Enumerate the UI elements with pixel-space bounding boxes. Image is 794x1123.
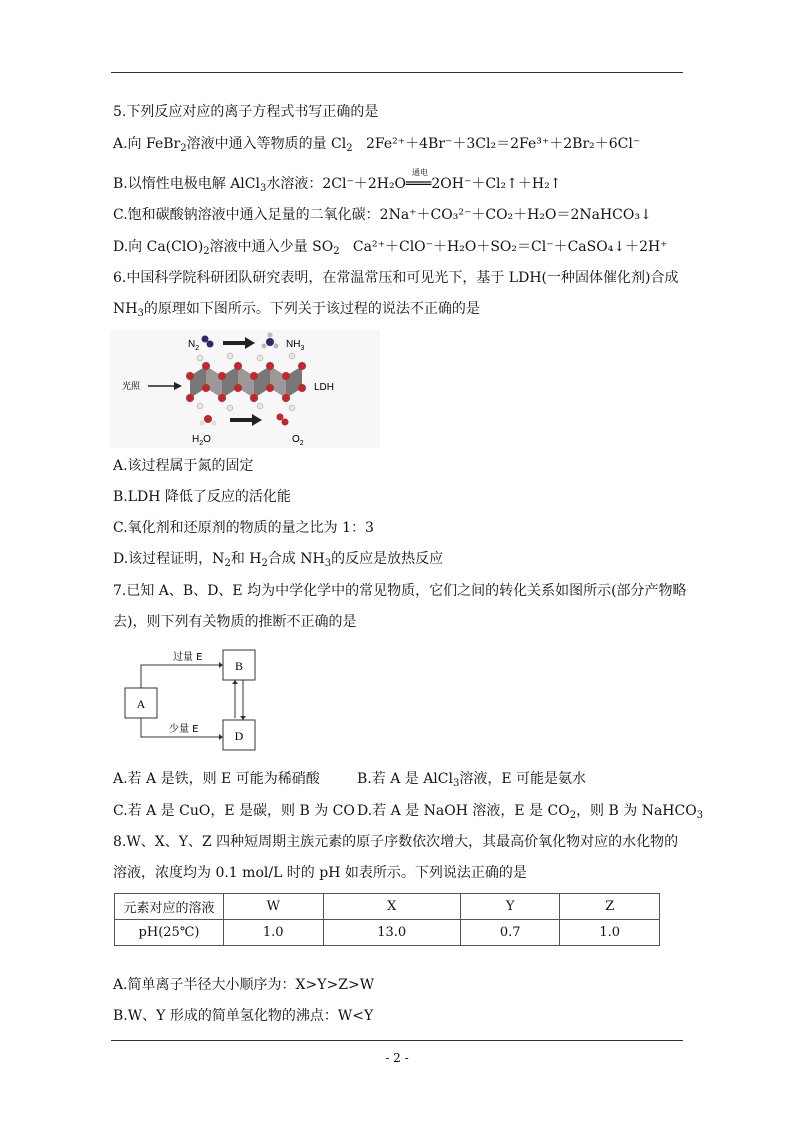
o2-molecule [277, 414, 284, 421]
table-cell: pH(25℃) [115, 920, 224, 946]
h2o-label: $H_2O$ [192, 434, 211, 447]
q6-option-d: D.该过程证明，$N_2$和 $H_2$合成 $NH_3$的反应是放热反应 [113, 551, 444, 569]
q7-option-d: D.若 A 是 NaOH 溶液，E 是 $CO_2$，则 B 为 NaHCO$_3$ [357, 803, 704, 821]
box-b-label: B [234, 659, 244, 673]
table-cell: Z [560, 894, 660, 920]
q8-option-a: A.简单离子半径大小顺序为：X>Y>Z>W [113, 977, 375, 993]
box-a-label: A [136, 697, 146, 711]
nh3-molecule [266, 338, 274, 346]
excess-e-label: 过量 E [173, 652, 203, 663]
q6-option-b: B.LDH 降低了反应的活化能 [113, 489, 291, 505]
q5-option-d: D.向 $Ca(ClO)_2$溶液中通入少量 $SO_2$ Ca²⁺＋ClO⁻＋H₂O＋SO₂＝Cl⁻＋CaSO₄↓＋2H⁺ [113, 239, 668, 257]
o2-label: $O_2$ [292, 434, 304, 447]
table-cell: 1.0 [224, 920, 324, 946]
q8-stem-line2: 溶液，浓度均为 0.1 mol/L 时的 pH 如表所示。下列说法正确的是 [113, 865, 527, 881]
q7-stem-line2: 去)，则下列有关物质的推断不正确的是 [113, 614, 357, 630]
h2o-molecule [204, 415, 212, 423]
q5-stem: 5.下列反应对应的离子方程式书写正确的是 [113, 104, 379, 120]
q7-option-c: C.若 A 是 CuO，E 是碳，则 B 为 CO [113, 803, 355, 819]
ldh-catalysis-figure [110, 330, 380, 448]
n2-molecule [202, 336, 209, 343]
q7-option-b: B.若 A 是 AlCl$_3$溶液，E 可能是氨水 [357, 771, 587, 789]
table-cell: 1.0 [560, 920, 660, 946]
table-cell: W [224, 894, 324, 920]
q8-option-b: B.W、Y 形成的简单氢化物的沸点：W<Y [113, 1008, 374, 1024]
q8-stem-line1: 8.W、X、Y、Z 四种短周期主族元素的原子序数依次增大，其最高价氧化物对应的水化物的 [113, 834, 679, 850]
q6-option-a: A.该过程属于氮的固定 [113, 458, 254, 474]
conversion-diagram [115, 645, 275, 755]
q6-stem-line1: 6.中国科学院科研团队研究表明，在常温常压和可见光下，基于 LDH(一种固体催化剂)合成 [113, 270, 679, 286]
q5-option-b: B.以惰性电极电解 AlCl$_3$水溶液：2Cl⁻＋2H₂O 通电 ═══2OH⁻＋Cl₂↑＋H₂↑ [113, 174, 561, 194]
q6-stem-line2: $NH_3$的原理如下图所示。下列关于该过程的说法不正确的是 [113, 301, 480, 319]
q5-option-a: A.向 FeBr$_2$溶液中通入等物质的量 $Cl_2$ 2Fe²⁺＋4Br⁻＋3Cl₂＝2Fe³⁺＋2Br₂＋6Cl⁻ [113, 136, 641, 154]
top-rule [111, 72, 683, 73]
table-row [115, 920, 660, 946]
page-number: - 2 - [385, 1051, 409, 1065]
table-cell: 13.0 [323, 920, 460, 946]
ph-table [114, 893, 660, 946]
q5-option-c: C.饱和碳酸钠溶液中通入足量的二氧化碳：2Na⁺＋CO₃²⁻＋CO₂＋H₂O＝2NaHCO₃↓ [113, 207, 652, 223]
arrow-a-to-b [141, 665, 219, 688]
table-cell: Y [460, 894, 560, 920]
bottom-rule [111, 1040, 683, 1041]
table-cell: 元素对应的溶液 [115, 894, 224, 920]
electrolysis-condition: 通电 [412, 168, 429, 177]
q6-option-c: C.氧化剂和还原剂的物质的量之比为 1：3 [113, 520, 374, 536]
light-label: 光照 [122, 382, 141, 392]
little-e-label: 少量 E [169, 724, 199, 735]
table-header-row [115, 894, 660, 920]
q7-option-a: A.若 A 是铁，则 E 可能为稀硝酸 [113, 771, 320, 787]
box-d-label: D [234, 729, 244, 743]
table-cell: X [323, 894, 460, 920]
ldh-label: LDH [314, 382, 335, 393]
n2-label: $N_2$ [188, 339, 200, 352]
table-cell: 0.7 [460, 920, 560, 946]
nh3-label: $NH_3$ [286, 339, 305, 352]
q7-stem-line1: 7.已知 A、B、D、E 均为中学化学中的常见物质，它们之间的转化关系如图所示(部分产物略 [113, 583, 687, 599]
